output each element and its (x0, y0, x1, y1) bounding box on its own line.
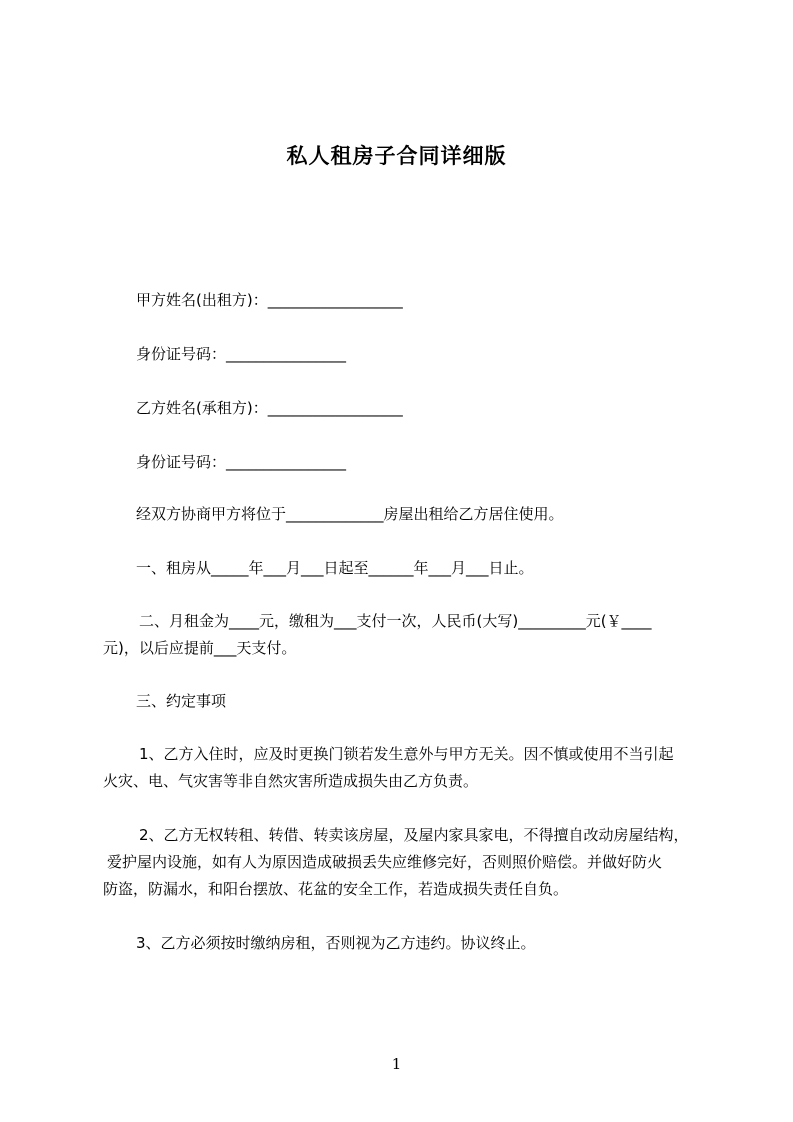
party-b-id-field: 身份证号码：________________ (136, 453, 347, 471)
rent-clause-line-2: 元)，以后应提前___天支付。 (103, 639, 297, 657)
agreements-heading: 三、约定事项 (136, 692, 227, 710)
page-number: 1 (391, 1055, 402, 1073)
agreement-item-3: 3、乙方必须按时缴纳房租，否则视为乙方违约。协议终止。 (136, 934, 536, 952)
party-a-name-field: 甲方姓名(出租方)：__________________ (136, 291, 403, 309)
agreement-item-1-line-2: 火灾、电、气灾害等非自然灾害所造成损失由乙方负责。 (103, 772, 479, 790)
party-a-id-field: 身份证号码：________________ (136, 345, 347, 363)
lease-term-clause: 一、租房从_____年___月___日起至______年___月___日止。 (136, 559, 534, 577)
party-b-name-field: 乙方姓名(承租方)：__________________ (136, 399, 403, 417)
agreement-item-2-line-2: 爱护屋内设施，如有人为原因造成破损丢失应维修完好，否则照价赔偿。并做好防火 (107, 853, 663, 871)
agreement-item-2-line-1: 2、乙方无权转租、转借、转卖该房屋，及屋内家具家电，不得擅自改动房屋结构， (139, 826, 689, 844)
document-title: 私人租房子合同详细版 (286, 144, 507, 168)
property-location-clause: 经双方协商甲方将位于_____________房屋出租给乙方居住使用。 (136, 505, 564, 523)
agreement-item-2-line-3: 防盗，防漏水，和阳台摆放、花盆的安全工作，若造成损失责任自负。 (103, 880, 569, 898)
rent-clause-line-1: 二、月租金为____元，缴租为___支付一次，人民币(大写)_________元(￥____ (139, 612, 652, 630)
agreement-item-1-line-1: 1、乙方入住时，应及时更换门锁若发生意外与甲方无关。因不慎或使用不当引起 (139, 745, 674, 763)
